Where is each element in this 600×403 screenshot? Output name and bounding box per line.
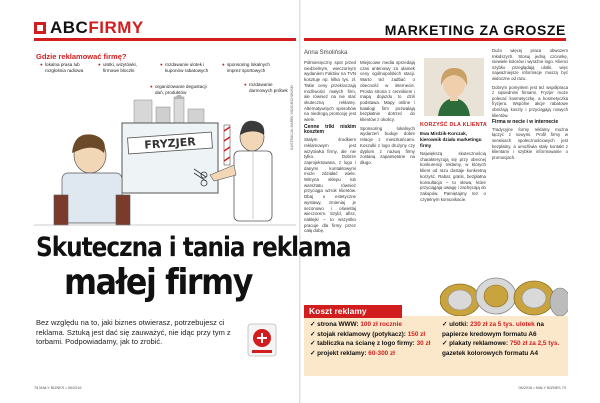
where-bubble: ● lokalna prasa lub rozgłośnia radiowa — [40, 62, 90, 74]
cost-item — [442, 339, 566, 358]
article-paragraph: Dobrym pomysłem jest też współpraca z sąsiednimi firmami. Fryzjer może polecać kosmetyczkę, a kosmetyczka fryzjera. Wspólne akcje rabatowe obniżają koszty i przyciągają nowych klientów. — [492, 84, 568, 118]
expert-portrait — [424, 58, 484, 116]
cost-price: 150 zł — [407, 330, 426, 338]
barber-illustration — [34, 95, 296, 230]
coins-image — [440, 272, 568, 318]
where-bubble: ● sponsoring lokalnych imprez sportowych — [222, 62, 282, 74]
expert-portrait-image — [424, 58, 484, 116]
cost-item — [310, 339, 438, 349]
cost-label: ulotki: — [449, 321, 469, 328]
footer-right: 06/2016 • MAŁY BIZNES 79 — [518, 386, 566, 390]
cost-label: stojak reklamowy (potykacz): — [317, 330, 406, 338]
cost-label: tabliczka na ścianę z logo firmy: — [317, 340, 415, 348]
article-paragraph: Stałym środkiem reklamowym jest wizytówka firmy, ale nie tylko. Dobrze zaprojektowana, z logo i danymi kontaktowymi może zdziałać wiele. Witryna sklepu lub warsztatu również przyciąga wzrok klientów. Dbaj o estetyczne wystawy, zmieniaj je sezonowo i oświetlaj wieczorem. Szyld, afisz, naklejki – to wszystko pracuje dla firmy przez całą dobę. — [304, 137, 356, 234]
cost-tab: Koszt reklamy — [304, 305, 402, 318]
brand-logo — [50, 18, 144, 38]
barber-scene-image — [34, 95, 296, 230]
tools-icon — [240, 318, 284, 362]
page-gutter — [299, 0, 301, 403]
cost-price: 100 zł rocznie — [360, 321, 402, 328]
cost-list-left — [310, 320, 438, 358]
where-bubble: ● rozdawanie darmowych próbek — [244, 82, 294, 100]
korzysc-text: Największą skutecznością charakteryzują się przy obecnej konkurencji reklamy, w których klient od razu dostaje konkretną korzyść. Rabat, gratis, bezpłatna konsultacja – to słowa, które przyciągają uwagę i zachęcają do zakupów. Pamiętajmy też o czytelnym komunikacie. — [420, 151, 486, 202]
article-subheading: Firma w necie i w internecie — [492, 119, 559, 126]
cost-list-right — [442, 320, 566, 358]
header-rule-right — [304, 38, 566, 41]
article-column-2 — [360, 60, 415, 166]
footer-left: 78 MAŁY BIZNES • 06/2016 — [34, 386, 82, 390]
article-paragraph: Tradycyjne formy reklamy można łączyć z nowymi. Profil firmy w serwisach społecznościowych jest bezpłatny, a umożliwia stały kontakt z klientami i szybkie informowanie o promocjach. — [492, 126, 568, 160]
korzysc-expert: Ewa Mirdzik-Korczak, kierownik działu marketingu firmy — [420, 131, 482, 148]
brand-firmy: FIRMY — [88, 18, 144, 37]
cost-price: 60-300 zł — [368, 349, 395, 357]
article-paragraph: Sponsoring lokalnych wydarzeń buduje dobre relacje z mieszkańcami. Koszulki z logo drużyny czy dyplom z nazwą firmy zostaną zapamiętane na długo. — [360, 125, 415, 165]
headline-line-1: Skuteczna i tania reklama — [36, 232, 351, 263]
barber-sign-text: FRYZJER — [143, 135, 197, 152]
cost-detail: na papierze kredowym formatu A6 — [442, 321, 544, 338]
cost-price: 750 zł za 2,5 tys. — [509, 340, 560, 348]
cost-item — [442, 320, 566, 339]
article-lead: Bez względu na to, jaki biznes otwierasz, potrzebujesz ci reklama. Sztuką jest dać się zauważyć, nie idąc przy tym z torbami. Podpowiadamy, jak to zrobić. — [36, 318, 231, 346]
cost-label: projekt reklamy: — [317, 349, 367, 357]
article-paragraph: Miejscowe media sprzedają czas antenowy za ułamek ceny ogólnopolskich stacji. Warto też zadbać o obecność w internecie. Prosta strona z cennikiem i mapą dojazdu to dziś podstawa. Mapy online i katalogi firm pozwalają bezpłatnie dotrzeć do klientów z okolicy. — [360, 60, 415, 123]
header-rule-left — [34, 38, 296, 41]
cost-item — [310, 349, 438, 359]
where-bubble: ● organizowanie degustacji dań, produktów — [150, 84, 212, 96]
cost-label: strona WWW: — [317, 321, 359, 328]
headline-line-2: małej firmy — [64, 262, 252, 303]
cost-label: plakaty reklamowe: — [449, 340, 509, 348]
section-title: MARKETING ZA GROSZE — [384, 22, 566, 38]
article-paragraph: Półmiesięczny spot przed niedzielnym, wieczornym wydaniem Faktów na TVN kosztuje np. kilka tys. zł. Takie ceny przekraczają możliwości małych firm, ale również na nie stać skuteczną reklamę. Alternatywnych sposobów na niedrogą promocję jest wiele. — [304, 60, 356, 123]
illustration-credit: ILUSTRACJA: MAREK WOJCIECHOWSKI — [290, 85, 294, 150]
article-column-1 — [304, 60, 356, 234]
brand-abc: ABC — [50, 18, 89, 37]
cost-price: 230 zł za 5 tys. ulotek — [470, 321, 535, 328]
where-title: Gdzie reklamować firmę? — [36, 52, 127, 61]
article-column-3 — [492, 48, 568, 160]
cost-item — [310, 330, 438, 340]
cost-detail: gazetek kolorowych formatu A4 — [442, 349, 538, 357]
where-bubble: ● rozdawanie ulotek i kuponów rabatowych — [160, 62, 218, 74]
article-subheading: Cenne triki niskim kosztem — [304, 123, 356, 136]
korzysc-title: KORZYŚĆ DLA KLIENTA — [420, 122, 487, 128]
article-author: Anna Smolińska — [304, 50, 348, 56]
article-paragraph: Dużo więcej praca obwozem młodszych. Stosuj jedną czcionkę, niewiele kolorów i wyraźne logo. Klienci szybko przeglądają ulotki, więc najważniejsze informacje muszą być widoczne od razu. — [492, 48, 568, 81]
cost-price: 30 zł — [416, 340, 431, 348]
cost-item — [310, 320, 438, 330]
where-bubble: ● ulotki, wizytówki, firmowe bloczki — [98, 62, 153, 74]
brand-square-icon — [34, 22, 46, 34]
